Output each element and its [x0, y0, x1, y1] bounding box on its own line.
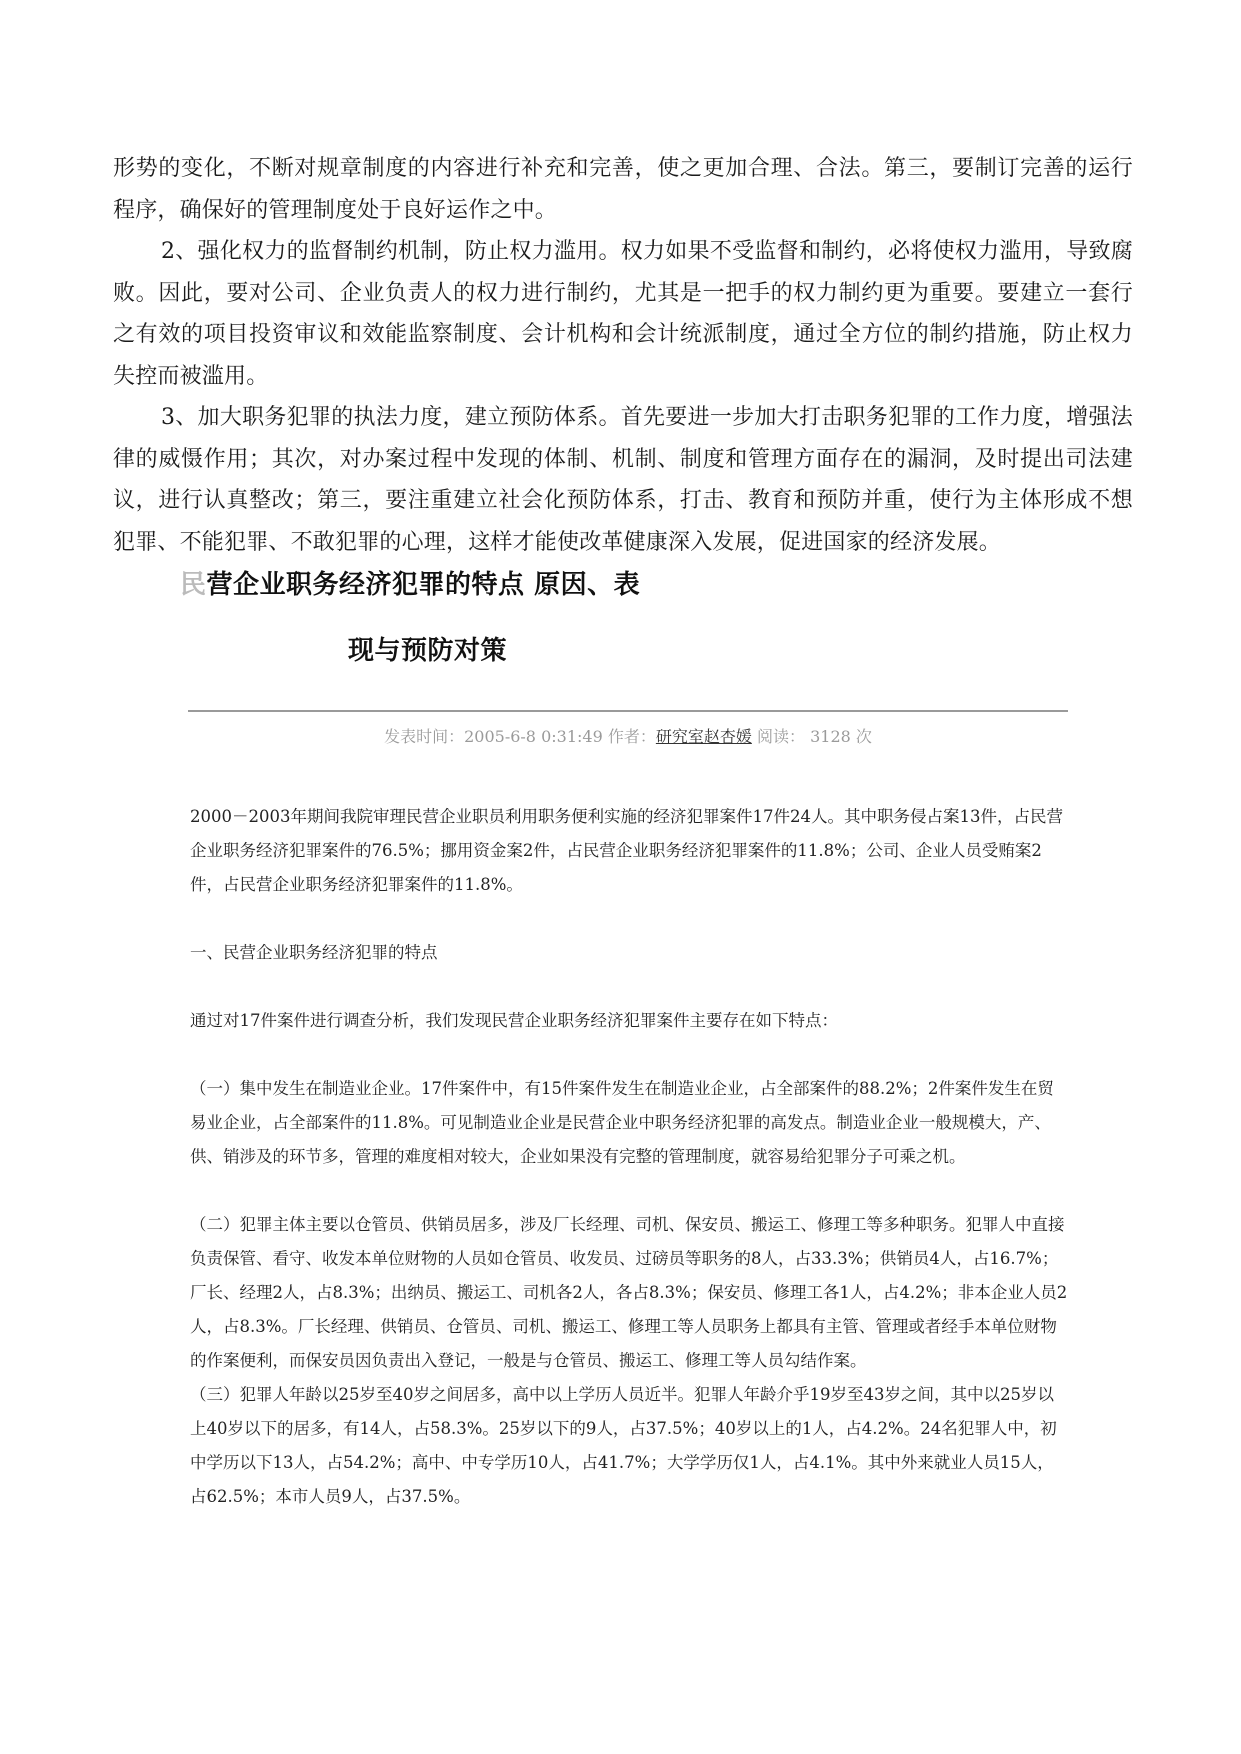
top-paragraph-1: 形势的变化，不断对规章制度的内容进行补充和完善，使之更加合理、合法。第三，要制订完善的运行程序，确保好的管理制度处于良好运作之中。 [113, 156, 1133, 223]
published-value: 2005-6-8 0:31:49 [464, 727, 603, 746]
intro-paragraph: 2000－2003年期间我院审理民营企业职员利用职务便利实施的经济犯罪案件17件24人。其中职务侵占案13件，占民营企业职务经济犯罪案件的76.5%；挪用资金案2件，占民营企业职务经济犯罪案件的11.8%；公司、企业人员受贿案2件，占民营企业职务经济犯罪案件的11.8%。 [190, 807, 1063, 894]
section-lead-paragraph: 通过对17件案件进行调查分析，我们发现民营企业职务经济犯罪案件主要存在如下特点： [190, 1011, 838, 1030]
title-divider [188, 710, 1068, 712]
title-line-1-text: 营企业职务经济犯罪的特点 原因、表 [206, 570, 641, 600]
article-meta [188, 724, 1068, 747]
article-title-line-2: 现与预防对策 [348, 636, 508, 666]
published-label: 发表时间： [384, 727, 465, 746]
top-paragraph-3: 3、加大职务犯罪的执法力度，建立预防体系。首先要进一步加大打击职务犯罪的工作力度，增强法律的威慑作用；其次，对办案过程中发现的体制、机制、制度和管理方面存在的漏洞，及时提出司法建议，进行认真整改；第三，要注重建立社会化预防体系，打击、教育和预防并重，使行为主体形成不想犯罪、不能犯罪、不敢犯罪的心理，这样才能使改革健康深入发展，促进国家的经济发展。 [113, 405, 1133, 555]
article-title-line-1 [180, 564, 640, 601]
author-label: 作者： [607, 727, 656, 746]
article-body [190, 800, 1070, 1514]
point-2-paragraph: （二）犯罪主体主要以仓管员、供销员居多，涉及厂长经理、司机、保安员、搬运工、修理工等多种职务。犯罪人中直接负责保管、看守、收发本单位财物的人员如仓管员、收发员、过磅员等职务的8人，占33.3%；供销员4人，占16.7%；厂长、经理2人，占8.3%；出纳员、搬运工、司机各2人，各占8.3%；保安员、修理工各1人，占4.2%；非本企业人员2人，占8.3%。厂长经理、供销员、仓管员、司机、搬运工、修理工等人员职务上都具有主管、管理或者经手本单位财物的作案便利，而保安员因负责出入登记，一般是与仓管员、搬运工、修理工等人员勾结作案。 [190, 1215, 1068, 1370]
reads-value: 3128 [810, 727, 851, 746]
reads-label: 阅读： [756, 727, 805, 746]
reads-unit: 次 [855, 727, 872, 746]
section-heading-1: 一、民营企业职务经济犯罪的特点 [190, 943, 438, 962]
top-section [113, 148, 1133, 563]
author-link[interactable]: 研究室赵杏媛 [655, 727, 752, 746]
point-3-paragraph: （三）犯罪人年龄以25岁至40岁之间居多，高中以上学历人员近半。犯罪人年龄介乎19岁至43岁之间，其中以25岁以上40岁以下的居多，有14人，占58.3%。25岁以下的9人，占37.5%；40岁以上的1人，占4.2%。24名犯罪人中，初中学历以下13人，占54.2%；高中、中专学历10人，占41.7%；大学学历仅1人，占4.1%。其中外来就业人员15人，占62.5%；本市人员9人，占37.5%。 [190, 1385, 1057, 1506]
point-1-paragraph: （一）集中发生在制造业企业。17件案件中，有15件案件发生在制造业企业，占全部案件的88.2%；2件案件发生在贸易业企业，占全部案件的11.8%。可见制造业企业是民营企业中职务经济犯罪的高发点。制造业企业一般规模大，产、供、销涉及的环节多，管理的难度相对较大，企业如果没有完整的管理制度，就容易给犯罪分子可乘之机。 [190, 1079, 1054, 1166]
title-first-char: 民 [180, 570, 207, 600]
top-paragraph-2: 2、强化权力的监督制约机制，防止权力滥用。权力如果不受监督和制约，必将使权力滥用，导致腐败。因此，要对公司、企业负责人的权力进行制约，尤其是一把手的权力制约更为重要。要建立一套行之有效的项目投资审议和效能监察制度、会计机构和会计统派制度，通过全方位的制约措施，防止权力失控而被滥用。 [113, 239, 1133, 389]
